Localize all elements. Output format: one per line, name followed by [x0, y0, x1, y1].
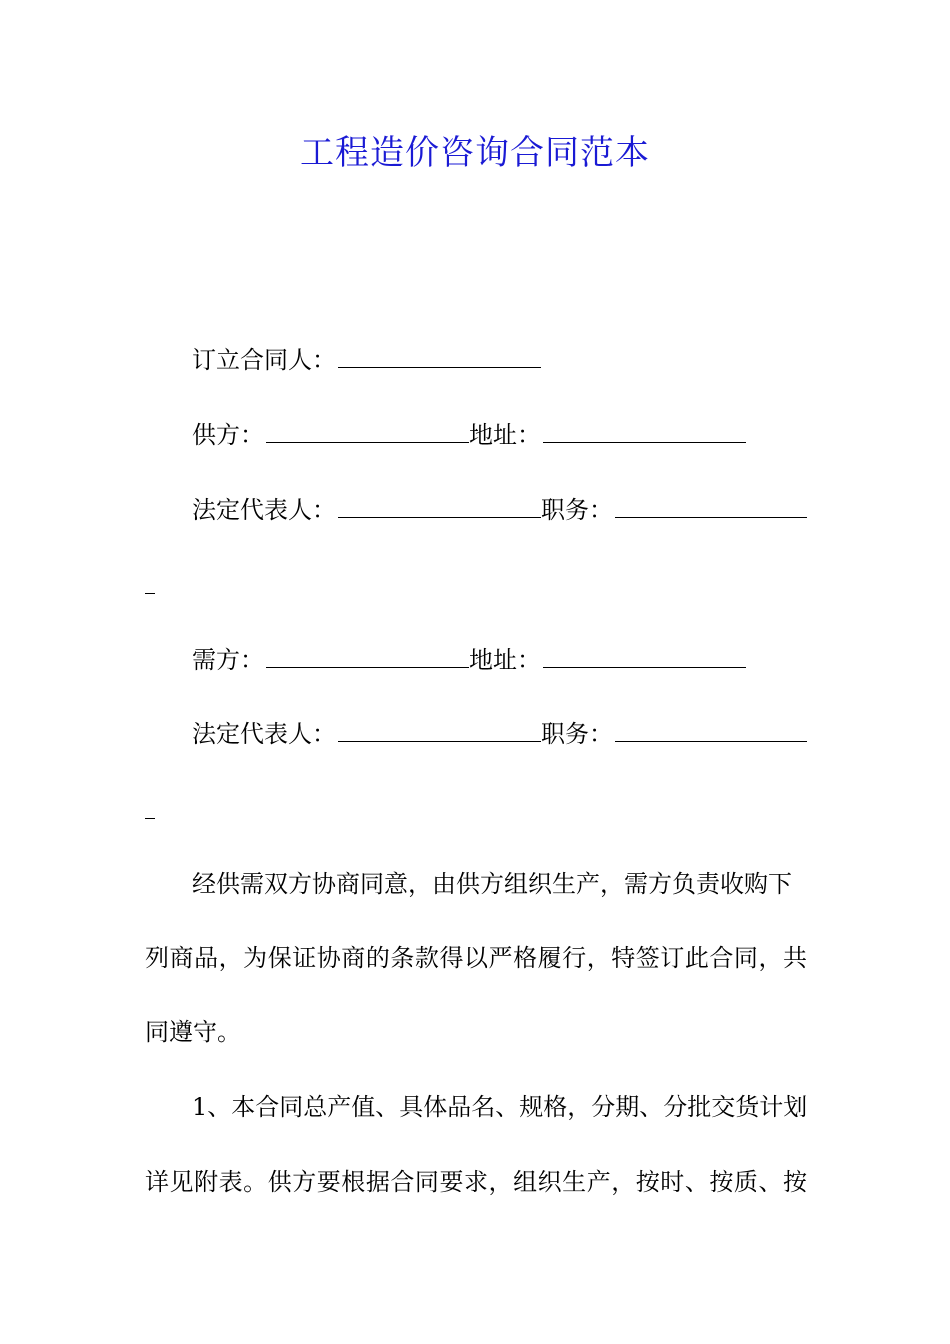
paragraph2-line1: 1、本合同总产值、具体品名、规格，分期、分批交货计划	[192, 1093, 808, 1121]
buyer-line	[192, 641, 746, 678]
supplier-line	[192, 416, 746, 453]
supplier-legal-rep-blank[interactable]	[338, 491, 541, 518]
supplier-blank[interactable]	[266, 416, 469, 443]
buyer-legal-rep-line	[192, 715, 807, 752]
buyer-legal-rep-blank[interactable]	[338, 715, 541, 742]
paragraph1-line1: 经供需双方协商同意，由供方组织生产，需方负责收购下	[192, 870, 792, 898]
contracting-party-blank[interactable]	[338, 341, 541, 368]
supplier-address-blank[interactable]	[543, 416, 746, 443]
buyer-position-label: 职务：	[541, 720, 613, 748]
supplier-legal-rep-label: 法定代表人：	[192, 496, 336, 524]
supplier-label: 供方：	[192, 421, 264, 449]
buyer-address-label: 地址：	[469, 646, 541, 674]
supplier-position-blank-continuation	[145, 593, 155, 594]
paragraph2-line2: 详见附表。供方要根据合同要求，组织生产，按时、按质、按	[145, 1168, 807, 1196]
document-title: 工程造价咨询合同范本	[300, 133, 650, 173]
paragraph1-line2: 列商品，为保证协商的条款得以严格履行，特签订此合同，共	[145, 944, 807, 972]
buyer-blank[interactable]	[266, 641, 469, 668]
buyer-position-blank-continuation	[145, 818, 155, 819]
buyer-address-blank[interactable]	[543, 641, 746, 668]
buyer-legal-rep-label: 法定代表人：	[192, 720, 336, 748]
contracting-party-label: 订立合同人：	[192, 346, 336, 374]
supplier-position-blank[interactable]	[615, 491, 807, 518]
buyer-position-blank[interactable]	[615, 715, 807, 742]
supplier-position-label: 职务：	[541, 496, 613, 524]
supplier-legal-rep-line	[192, 491, 807, 528]
paragraph1-line3: 同遵守。	[145, 1018, 241, 1046]
contracting-party-line	[192, 341, 541, 378]
buyer-label: 需方：	[192, 646, 264, 674]
supplier-address-label: 地址：	[469, 421, 541, 449]
